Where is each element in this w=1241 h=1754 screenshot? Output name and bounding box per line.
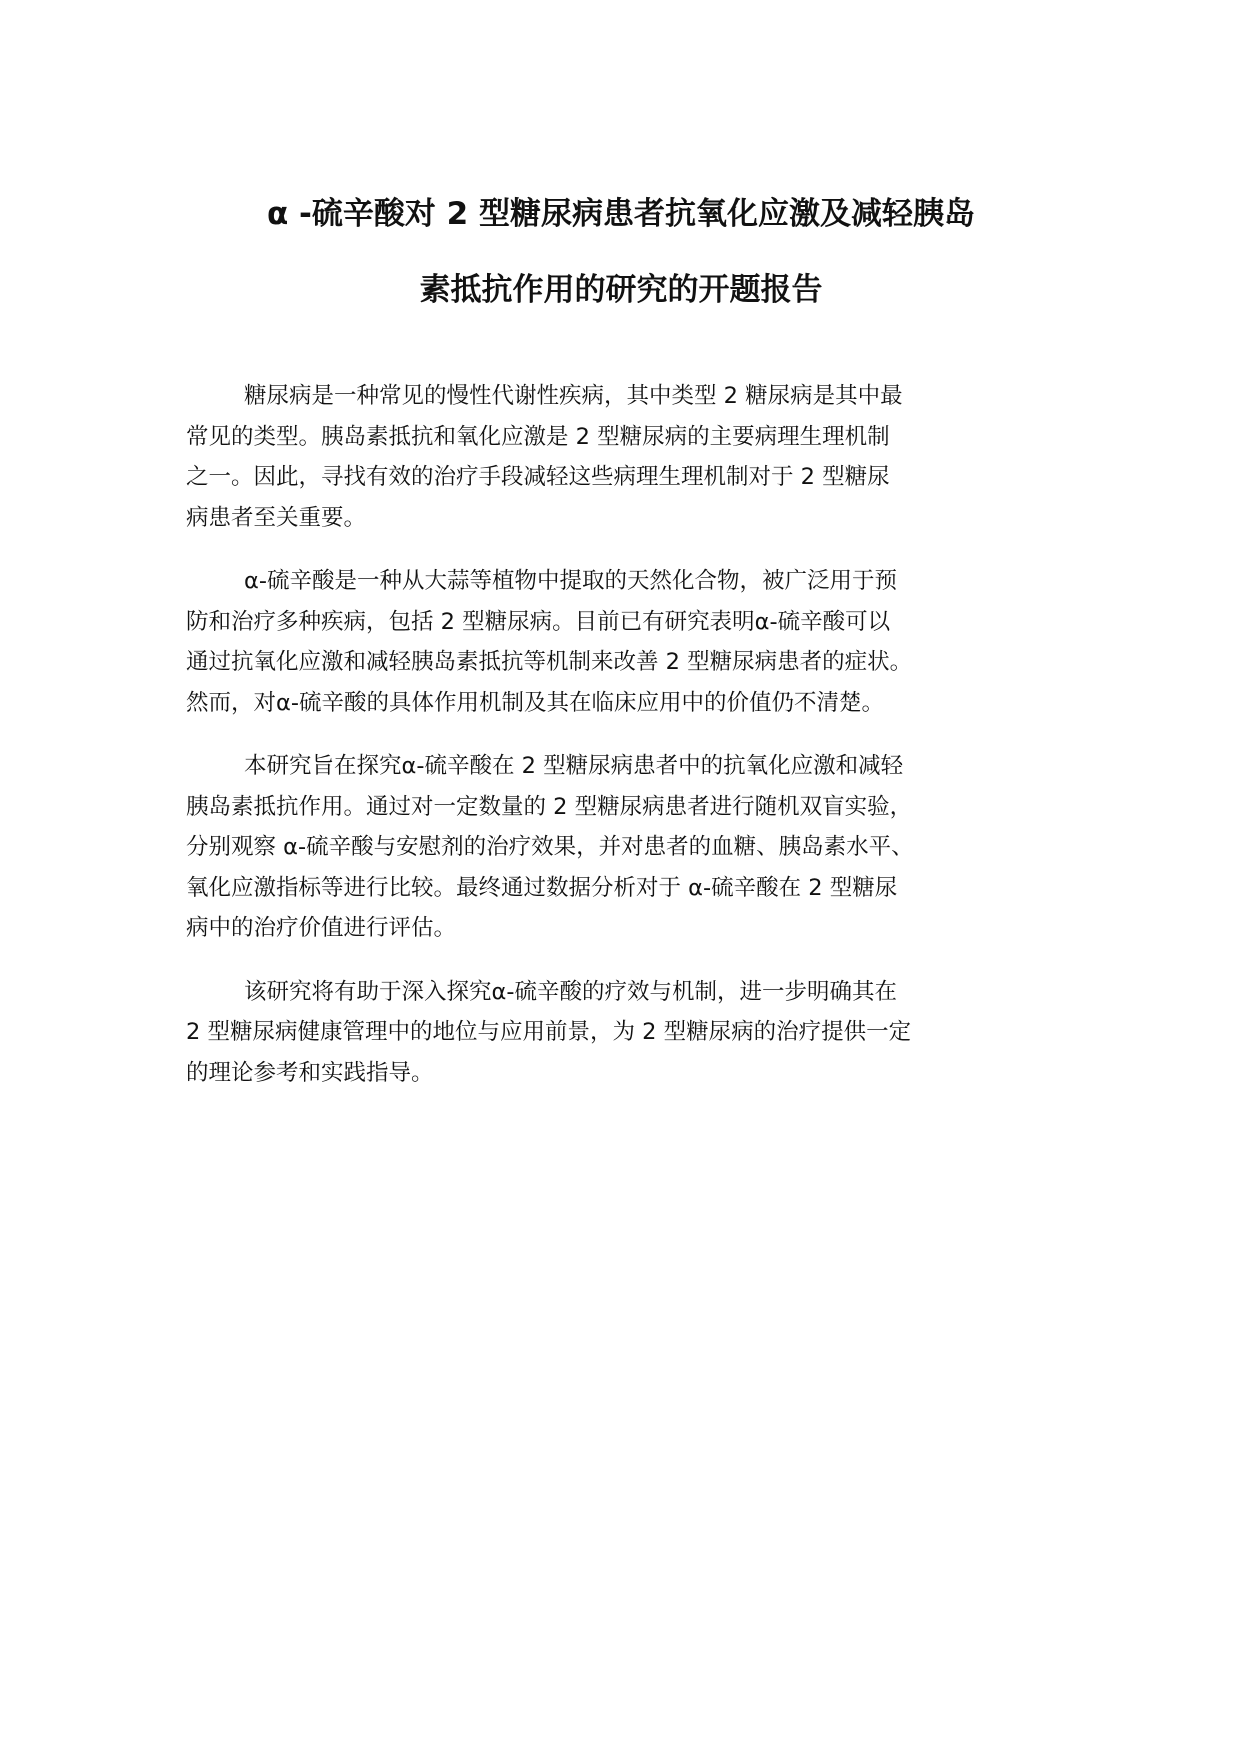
document-title <box>186 176 1056 328</box>
paragraph-lipoic-acid <box>186 561 1076 723</box>
text-line: 之一。因此，寻找有效的治疗手段减轻这些病理生理机制对于 2 型糖尿 <box>186 464 890 490</box>
text-line: α-硫辛酸是一种从大蒜等植物中提取的天然化合物，被广泛用于预 <box>244 568 897 594</box>
paragraph-significance <box>186 972 1076 1094</box>
text-line: 的理论参考和实践指导。 <box>186 1059 434 1086</box>
document-body <box>186 376 1076 1116</box>
text-line: 防和治疗多种疾病，包括 2 型糖尿病。目前已有研究表明α-硫辛酸可以 <box>186 608 891 635</box>
text-line: 胰岛素抵抗作用。通过对一定数量的 2 型糖尿病患者进行随机双盲实验， <box>186 793 913 820</box>
text-line: 分别观察 α-硫辛酸与安慰剂的治疗效果，并对患者的血糖、胰岛素水平、 <box>186 834 914 860</box>
paragraph-background <box>186 376 1076 538</box>
text-line: 氧化应激指标等进行比较。最终通过数据分析对于 α-硫辛酸在 2 型糖尿 <box>186 874 898 901</box>
text-line: 糖尿病是一种常见的慢性代谢性疾病，其中类型 2 糖尿病是其中最 <box>244 383 903 409</box>
text-line: 2 型糖尿病健康管理中的地位与应用前景，为 2 型糖尿病的治疗提供一定 <box>186 1019 912 1045</box>
text-line: 常见的类型。胰岛素抵抗和氧化应激是 2 型糖尿病的主要病理生理机制 <box>186 423 890 450</box>
text-line: 病患者至关重要。 <box>186 504 367 531</box>
title-line: α -硫辛酸对 2 型糖尿病患者抗氧化应激及减轻胰岛 <box>266 196 976 232</box>
text-line: 然而，对α-硫辛酸的具体作用机制及其在临床应用中的价值仍不清楚。 <box>186 689 884 716</box>
text-line: 通过抗氧化应激和减轻胰岛素抵抗等机制来改善 2 型糖尿病患者的症状。 <box>186 649 913 675</box>
text-line: 本研究旨在探究α-硫辛酸在 2 型糖尿病患者中的抗氧化应激和减轻 <box>244 753 904 779</box>
text-line: 该研究将有助于深入探究α-硫辛酸的疗效与机制，进一步明确其在 <box>244 978 897 1005</box>
paragraph-study-aim <box>186 746 1076 949</box>
title-line: 素抵抗作用的研究的开题报告 <box>419 272 823 308</box>
text-line: 病中的治疗价值进行评估。 <box>186 915 457 941</box>
